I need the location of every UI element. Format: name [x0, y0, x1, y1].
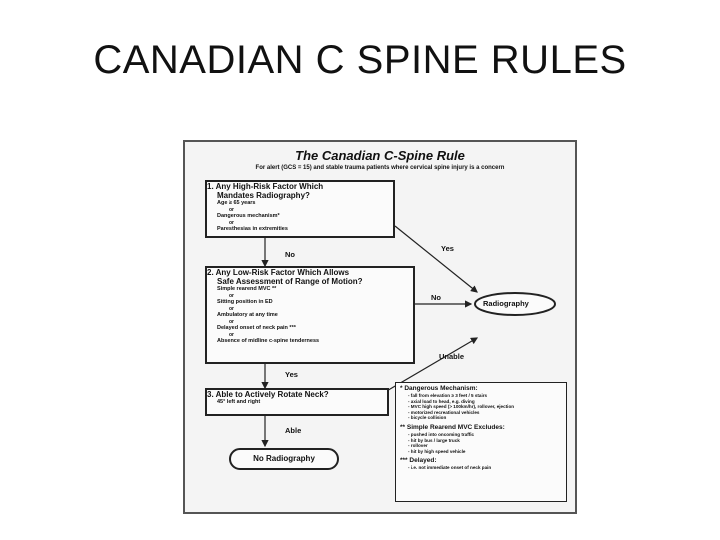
c-spine-rule-figure: [183, 140, 577, 514]
note-item: - MVC high speed (> 100km/hr), rollover, ejection: [408, 404, 515, 410]
footnotes-box: [395, 382, 567, 502]
label-unable: Unable: [439, 352, 465, 361]
note-item: - fall from elevation ≥ 3 feet / 5 stairs: [408, 393, 488, 398]
box2-heading-1: 2. Any Low-Risk Factor Which Allows: [207, 268, 350, 277]
note-item: - pushed into oncoming traffic: [408, 431, 475, 437]
box1-heading-2: Mandates Radiography?: [217, 191, 310, 200]
box1-heading-1: 1. Any High-Risk Factor Which: [207, 182, 324, 191]
note-item: - i.e. not immediate onset of neck pain: [408, 465, 492, 471]
box3-sub: 45° left and right: [217, 399, 261, 405]
note-delayed: *** Delayed:: [400, 457, 437, 465]
label-able: Able: [285, 426, 302, 435]
box-rotate-neck: [205, 388, 389, 416]
slide-title: CANADIAN C SPINE RULES: [93, 38, 627, 82]
note-simple-rearend: ** Simple Rearend MVC Excludes:: [400, 423, 505, 431]
note-item: - motorized recreational vehicles: [408, 409, 480, 415]
figure-title: The Canadian C-Spine Rule: [295, 148, 465, 163]
box2-item: Ambulatory at any time: [217, 312, 278, 318]
box2-item: Simple rearend MVC **: [217, 286, 277, 292]
radiography-label: Radiography: [483, 299, 529, 308]
box2-or: or: [229, 319, 234, 325]
label-yes-2: Yes: [285, 370, 298, 379]
box1-or: or: [229, 220, 234, 226]
box-high-risk: [205, 180, 395, 238]
box1-item: Dangerous mechanism*: [217, 213, 280, 219]
note-item: - axial load to head, e.g. diving: [408, 398, 475, 404]
box2-item: Absence of midline c-spine tenderness: [217, 338, 320, 344]
label-no-1: No: [285, 250, 295, 259]
label-yes-top: Yes: [441, 244, 454, 253]
note-dangerous-mechanism: * Dangerous Mechanism:: [400, 385, 478, 392]
figure-subtitle: For alert (GCS = 15) and stable trauma patients where cervical spine injury is a concern: [255, 165, 505, 171]
box1-or: or: [229, 207, 234, 213]
box3-heading: 3. Able to Actively Rotate Neck?: [207, 390, 329, 399]
note-item: - bicycle collision: [408, 415, 447, 421]
box1-item: Paresthesias in extremities: [217, 226, 288, 232]
box2-item: Delayed onset of neck pain ***: [217, 325, 296, 331]
note-item: - hit by bus / large truck: [408, 437, 460, 443]
note-item: - hit by high speed vehicle: [408, 448, 466, 454]
label-no-2: No: [431, 293, 441, 302]
box2-or: or: [229, 332, 234, 338]
no-radiography-oval: [229, 448, 339, 470]
box2-or: or: [229, 293, 234, 299]
box-low-risk: [205, 266, 415, 364]
no-radiography-label: No Radiography: [253, 454, 315, 463]
box2-heading-2: Safe Assessment of Range of Motion?: [217, 277, 363, 286]
box1-item: Age ≥ 65 years: [217, 200, 256, 206]
box2-or: or: [229, 306, 234, 312]
box2-item: Sitting position in ED: [217, 299, 273, 305]
note-item: - rollover: [408, 443, 428, 449]
